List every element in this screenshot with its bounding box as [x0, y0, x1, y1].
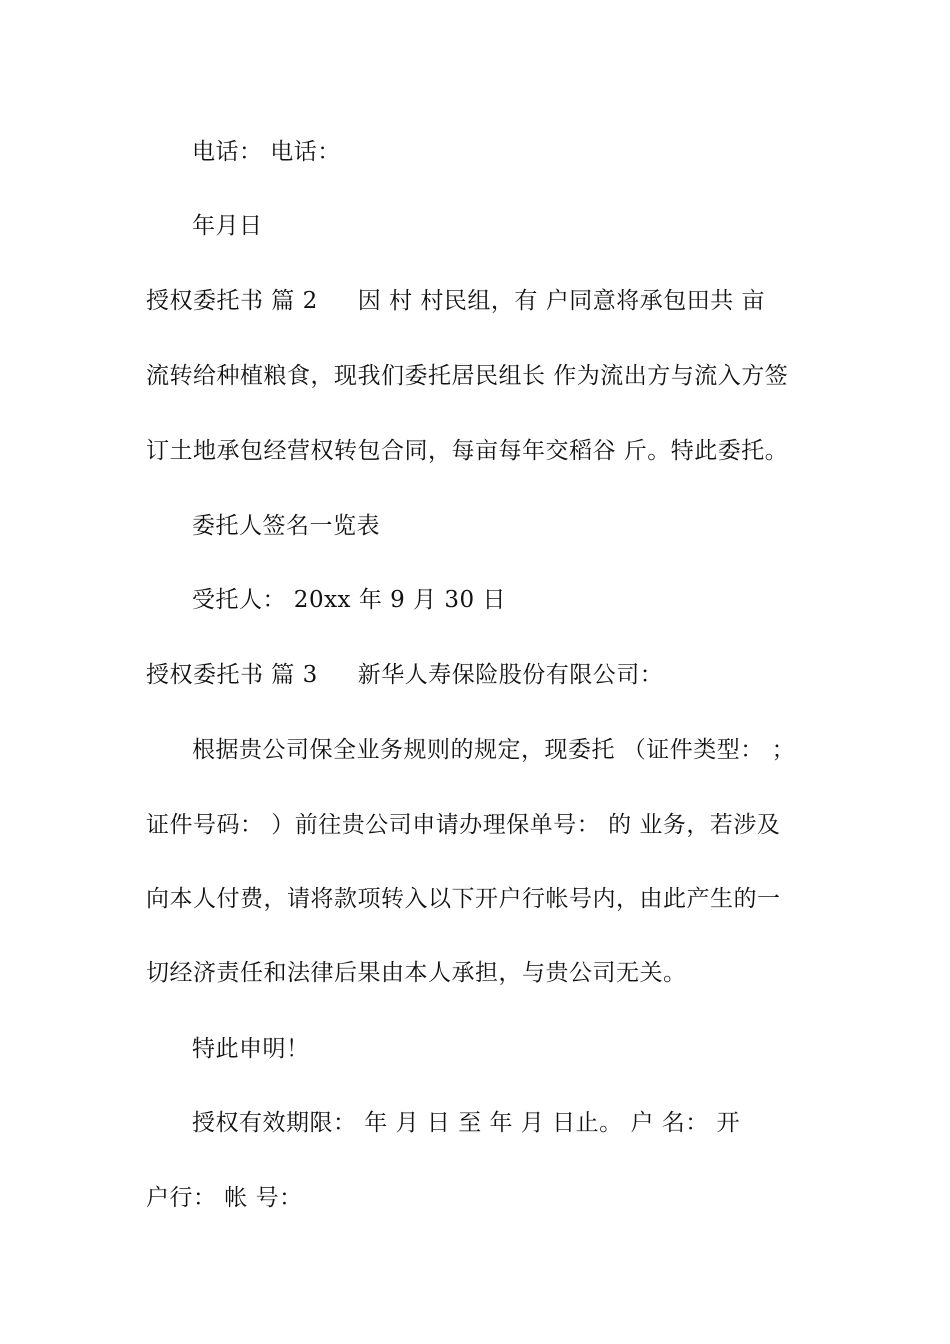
signature-list-line: 委托人签名一览表 [192, 513, 380, 539]
section-2-text: 因 村 村民组，有 户同意将承包田共 亩 [357, 288, 766, 314]
declaration-line: 特此申明！ [192, 1036, 310, 1062]
validity-line: 授权有效期限： 年 月 日 至 年 月 日止。 户 名： 开 [192, 1110, 741, 1136]
phone-line: 电话： 电话： [192, 139, 341, 165]
section-3-heading: 授权委托书 篇 3 [146, 662, 318, 688]
paragraph-line: 根据贵公司保全业务规则的规定，现委托 （证件类型： ； [192, 737, 796, 763]
trustee-date-line: 受托人： 20xx 年 9 月 30 日 [192, 587, 506, 613]
account-line: 户行： 帐 号： [146, 1185, 303, 1211]
paragraph-line: 订土地承包经营权转包合同，每亩每年交稻谷 斤。特此委托。 [146, 438, 789, 464]
section-2-first-line [146, 286, 810, 316]
section-2-heading: 授权委托书 篇 2 [146, 288, 318, 314]
paragraph-line: 流转给种植粮食，现我们委托居民组长 作为流出方与流入方签 [146, 363, 789, 389]
paragraph-line: 证件号码： ）前往贵公司申请办理保单号： 的 业务，若涉及 [146, 812, 781, 838]
paragraph-line: 切经济责任和法律后果由本人承担，与贵公司无关。 [146, 960, 687, 986]
section-3-text: 新华人寿保险股份有限公司： [357, 662, 664, 688]
paragraph-line: 向本人付费，请将款项转入以下开户行帐号内，由此产生的一 [146, 886, 781, 912]
section-3-first-line [146, 660, 810, 690]
date-line: 年月日 [192, 213, 263, 239]
